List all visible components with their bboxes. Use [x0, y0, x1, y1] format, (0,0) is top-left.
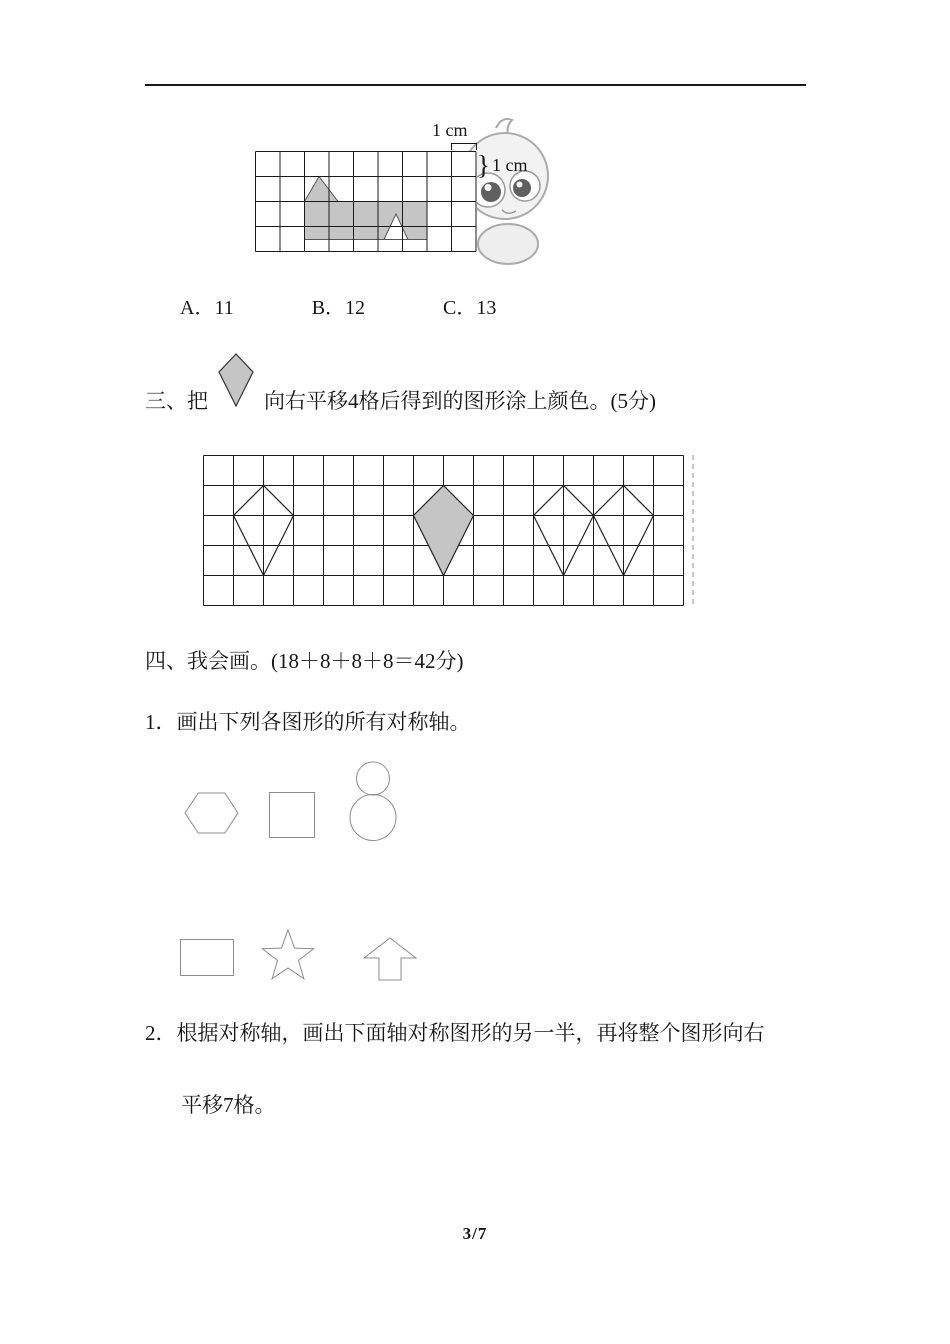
- area-grid-figure: [255, 151, 477, 252]
- question-three-suffix: 向右平移4格后得到的图形涂上颜色。(5分): [264, 389, 656, 413]
- question-four-item1: 1．画出下列各图形的所有对称轴。: [145, 710, 471, 734]
- inline-kite-icon: [216, 353, 256, 407]
- hexagon-shape: [184, 789, 239, 837]
- unit-label-top: 1 cm: [432, 120, 468, 140]
- option-b: B．12: [311, 297, 366, 319]
- star-shape: [260, 928, 316, 982]
- unit-width-bracket: [451, 143, 477, 150]
- option-c: C．13: [443, 297, 497, 319]
- answer-options: [180, 296, 496, 320]
- rectangle-shape: [180, 939, 234, 976]
- question-three-line: [145, 388, 656, 414]
- page-number: [0, 1224, 950, 1244]
- question-four-item2-line2: 平移7格。: [181, 1093, 276, 1117]
- page-number-current: 3: [462, 1224, 473, 1243]
- unit-label-right: [477, 152, 527, 178]
- arrow-shape: [363, 937, 417, 981]
- page-number-total: 7: [477, 1224, 488, 1243]
- brace-glyph: }: [477, 150, 490, 180]
- page-number-separator: /: [472, 1224, 478, 1243]
- option-a: A．11: [180, 297, 234, 319]
- question-four-item2-line1: 2．根据对称轴，画出下面轴对称图形的另一半，再将整个图形向右: [145, 1021, 765, 1045]
- square-shape: [269, 792, 315, 838]
- double-circle-shape: [347, 760, 399, 842]
- page-header-rule: [145, 84, 806, 86]
- unit-right-text: 1 cm: [491, 155, 528, 175]
- question-four-heading: 四、我会画。(18＋8＋8＋8＝42分): [145, 649, 464, 673]
- translation-grid: [203, 455, 698, 607]
- question-three-prefix: 三、把: [145, 389, 208, 413]
